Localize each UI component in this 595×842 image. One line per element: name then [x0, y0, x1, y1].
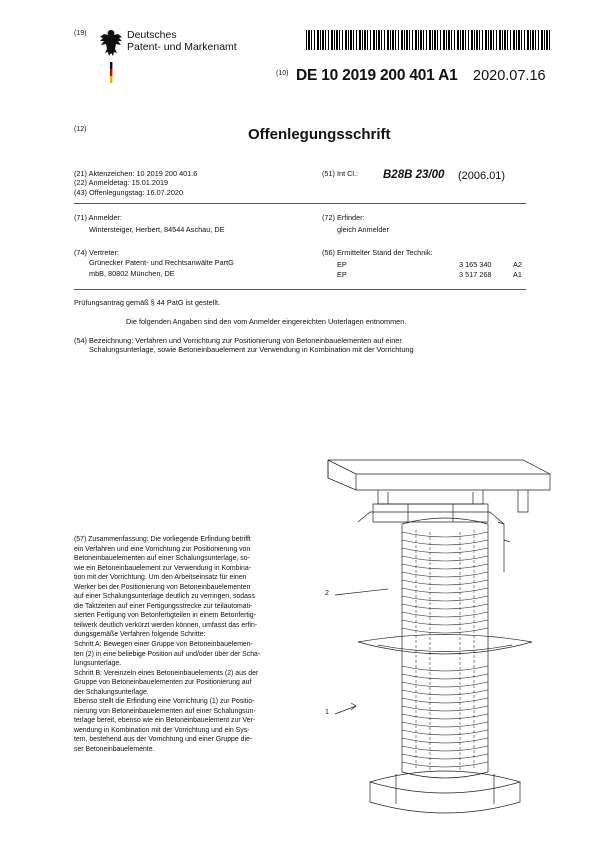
abstract-line: Gruppe von Betoneinbauelementen zur Positionierung auf	[74, 679, 252, 687]
applicant-name: Wintersteiger, Herbert, 84544 Aschau, DE	[89, 225, 225, 235]
abstract-line: teilwerk deutlich verkürzt werden können, umfasst das erfin-	[74, 621, 258, 629]
publication-number: DE 10 2019 200 401 A1	[296, 67, 458, 84]
patent-drawing	[318, 452, 560, 824]
abstract-line: tion mit der Vorrichtung. Um den Arbeitseinsatz für einen	[74, 574, 247, 582]
abstract-line: dungsgemäße Verfahren folgende Schritte:	[74, 631, 206, 639]
reference-leader-1	[335, 706, 356, 714]
prior-art-office: EP	[337, 269, 347, 279]
representative-label: (74) Vertreter:	[74, 248, 120, 257]
applicant-data-note: Die folgenden Angaben sind den vom Anmelder eingereichten Unterlagen entnommen.	[126, 317, 407, 326]
prior-art-label: (56) Ermittelter Stand der Technik:	[322, 248, 433, 257]
abstract	[74, 535, 307, 755]
inventor-label: (72) Erfinder:	[322, 213, 365, 222]
title-line2: Schalungsunterlage, sowie Betoneinbauelement zur Verwendung in Kombination mit der Vorrichtung	[89, 345, 414, 355]
abstract-line: Werker bei der Positionierung von Betoneinbauelementen	[74, 583, 251, 591]
abstract-line: wendung in Kombination mit der Vorrichtung und ein Sys-	[74, 726, 250, 734]
figure-reference-2: 2	[325, 590, 329, 597]
abstract-line: terlage bereit, ebenso wie ein Betoneinbauelement zur Ver-	[74, 717, 256, 725]
prior-art-row	[322, 260, 532, 269]
inid-code-10: (10)	[276, 70, 289, 77]
prior-art-office: EP	[337, 260, 347, 270]
abstract-line: ser Betoneinbauelemente.	[74, 746, 155, 754]
authority-name-line2: Patent- und Markenamt	[127, 41, 237, 53]
inventor-name: gleich Anmelder	[337, 225, 389, 235]
abstract-line: (57) Zusammenfassung: Die vorliegende Erfindung betrifft	[74, 536, 251, 543]
authority-name-line1: Deutsches	[127, 29, 177, 41]
filing-date: (22) Anmeldetag: 15.01.2019	[74, 178, 169, 188]
document-type: Offenlegungsschrift	[248, 126, 391, 143]
abstract-line: ein Verfahren und eine Vorrichtung zur Positionierung von	[74, 545, 251, 553]
divider	[74, 203, 526, 204]
int-cl-class: B28B 23/00	[383, 169, 445, 181]
abstract-line: sierten Fertigung von Betonfertigteilen in einem Betonfertig-	[74, 612, 256, 620]
figure-reference-1: 1	[325, 709, 329, 716]
abstract-line: tem, bestehend aus der Vorrichtung und einer Gruppe die-	[74, 736, 253, 744]
prior-art-row	[322, 270, 532, 279]
abstract-line: der Schalungsunterlage.	[74, 688, 149, 696]
reference-leader-2	[335, 589, 388, 595]
prior-art-number: 3 165 340	[459, 260, 492, 270]
int-cl-label: (51) Int Cl.:	[322, 169, 359, 178]
representative-line1: Grünecker Patent- und Rechtsanwälte PartG	[89, 258, 234, 268]
abstract-line: Betoneinbauelementen auf einer Schalungsunterlage, so-	[74, 555, 250, 563]
application-number: (21) Aktenzeichen: 10 2019 200 401.6	[74, 169, 198, 178]
barcode	[306, 30, 552, 50]
title-line1: (54) Bezeichnung: Verfahren und Vorrichtung zur Positionierung von Betoneinbauelementen auf einer	[74, 336, 402, 345]
stack-rings	[402, 530, 488, 772]
inid-code-12: (12)	[74, 126, 87, 133]
abstract-line: wie ein Betoneinbauelement zur Verwendung in Kombina-	[74, 564, 251, 572]
int-cl-version: (2006.01)	[458, 170, 506, 182]
abstract-line: nierung von Betoneinbauelementen auf einer Schalungsun-	[74, 707, 256, 715]
divider	[74, 289, 526, 290]
abstract-line: Ebenso stellt die Erfindung eine Vorrichtung (1) zur Positio-	[74, 698, 255, 706]
publication-day: (43) Offenlegungstag: 16.07.2020	[74, 187, 183, 197]
prior-art-number: 3 517 268	[459, 269, 492, 279]
examination-request-note: Prüfungsantrag gemäß § 44 PatG ist gestellt.	[74, 298, 221, 307]
representative-line2: mbB, 80802 München, DE	[89, 268, 175, 278]
abstract-line: ten (2) in eine beliebige Position auf und/oder über der Scha-	[74, 650, 261, 658]
abstract-line: Schritt A: Bewegen einer Gruppe von Betoneinbauelemen-	[74, 641, 253, 649]
federal-eagle-logo	[98, 28, 124, 88]
abstract-line: Schritt B: Vereinzeln eines Betoneinbauelements (2) aus der	[74, 669, 259, 677]
abstract-line: die Taktzeiten auf einer Fertigungsstrecke zur teilautomati-	[74, 602, 253, 610]
abstract-line: lungsunterlage.	[74, 660, 122, 668]
applicant-label: (71) Anmelder:	[74, 213, 122, 222]
inid-code-19: (19)	[74, 30, 87, 37]
publication-date: 2020.07.16	[473, 68, 546, 84]
prior-art-kind: A2	[513, 260, 522, 270]
abstract-line: auf einer Schalungsunterlage deutlich zu verringen, sodass	[74, 593, 255, 601]
reference-arrow-1	[351, 703, 356, 710]
prior-art-kind: A1	[513, 269, 522, 279]
